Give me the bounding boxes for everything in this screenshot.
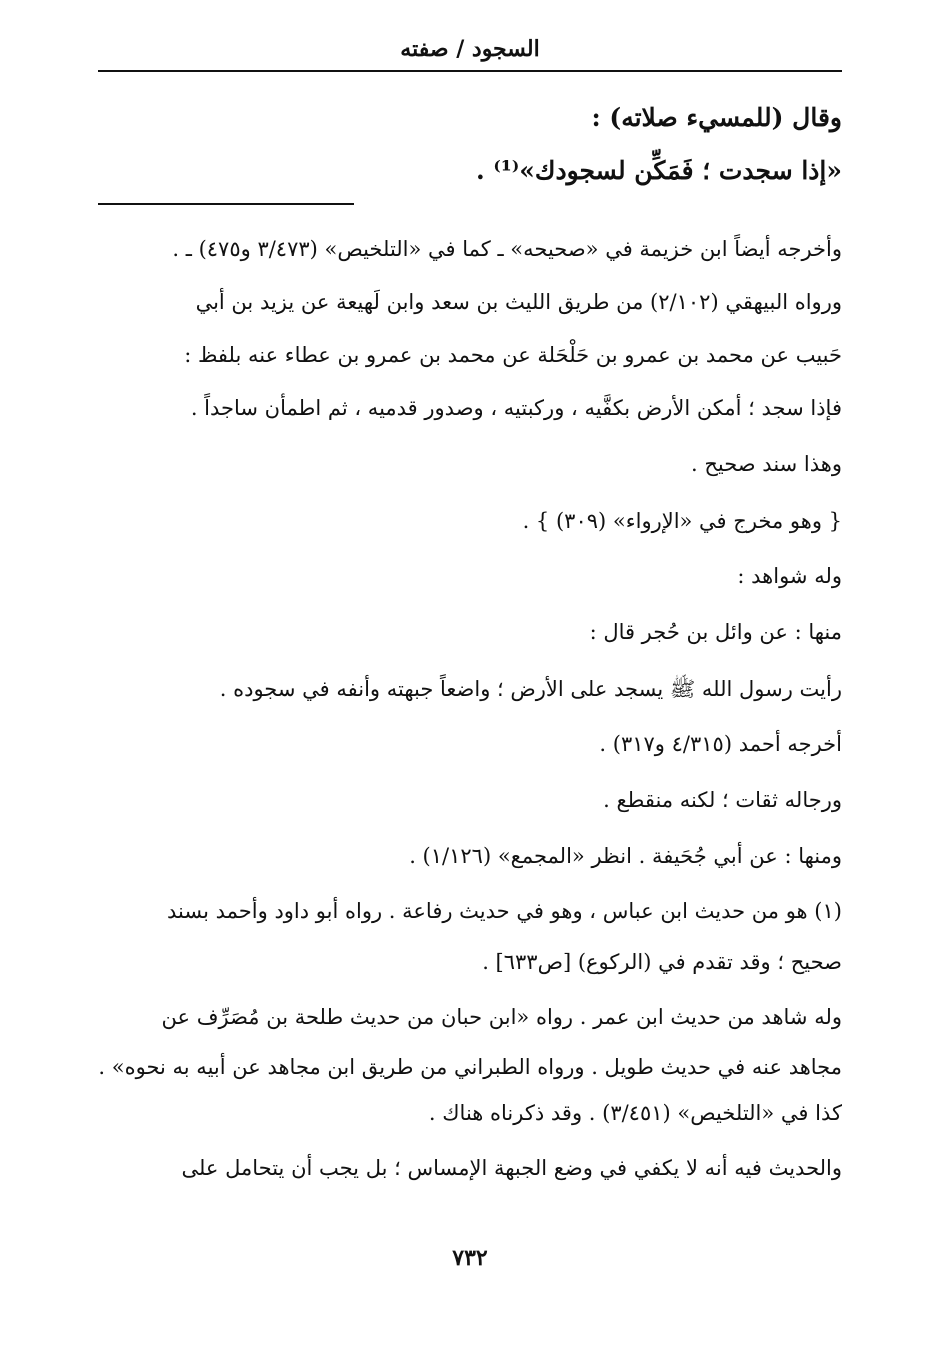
note-line: حَبيب عن محمد بن عمرو بن حَلْحَلة عن محمد بن عمرو بن عطاء عنه بلفظ :: [184, 343, 842, 367]
note-line: وله شواهد :: [737, 564, 842, 588]
note-line: ورجاله ثقات ؛ لكنه منقطع .: [603, 788, 842, 812]
note-line: { وهو مخرج في «الإرواء» (٣٠٩) } .: [522, 509, 842, 533]
note-line: والحديث فيه أنه لا يكفي في وضع الجبهة الإمساس ؛ بل يجب أن يتحامل على: [181, 1156, 842, 1180]
header-rule: [98, 70, 842, 72]
note-line: وله شاهد من حديث ابن عمر . رواه «ابن حبان من حديث طلحة بن مُصَرِّف عن: [161, 1005, 842, 1029]
footnote-line: (١) هو من حديث ابن عباس ، وهو في حديث رفاعة . رواه أبو داود وأحمد بسند: [167, 899, 842, 923]
note-line: أخرجه أحمد (٤/٣١٥ و٣١٧) .: [599, 732, 842, 756]
note-line: كذا في «التلخيص» (٣/٤٥١) . وقد ذكرناه هناك .: [428, 1101, 842, 1125]
running-header: السجود / صفته: [400, 36, 540, 62]
note-line: ومنها : عن أبي جُحَيفة . انظر «المجمع» (١/١٢٦) .: [409, 844, 842, 868]
footnote-line: صحيح ؛ وقد تقدم في (الركوع) [ص٦٣٣] .: [482, 950, 842, 974]
note-line: وهذا سند صحيح .: [690, 452, 842, 476]
main-text-line-1: وقال (للمسيء صلاته) :: [591, 103, 842, 132]
note-line: رأيت رسول الله ﷺ يسجد على الأرض ؛ واضعاً جبهته وأنفه في سجوده .: [219, 677, 842, 701]
note-line: وأخرجه أيضاً ابن خزيمة في «صحيحه» ـ كما في «التلخيص» (٣/٤٧٣ و٤٧٥) ـ .: [172, 237, 842, 261]
page-number: ٧٣٢: [452, 1245, 488, 1271]
note-line: ورواه البيهقي (٢/١٠٢) من طريق الليث بن سعد وابن لَهيعة عن يزيد بن أبي: [195, 290, 842, 314]
notes-separator: [98, 203, 354, 205]
document-page: [98, 0, 842, 1349]
note-line: مجاهد عنه في حديث طويل . ورواه الطبراني من طريق ابن مجاهد عن أبيه به نحوه» .: [98, 1055, 842, 1079]
note-line: فإذا سجد ؛ أمكن الأرض بكفَّيه ، وركبتيه ، وصدور قدميه ، ثم اطمأن ساجداً .: [190, 396, 842, 420]
note-line: منها : عن وائل بن حُجر قال :: [589, 620, 842, 644]
main-text-line-2: «إذا سجدت ؛ فَمَكِّن لسجودك»⁽¹⁾ .: [476, 156, 842, 185]
